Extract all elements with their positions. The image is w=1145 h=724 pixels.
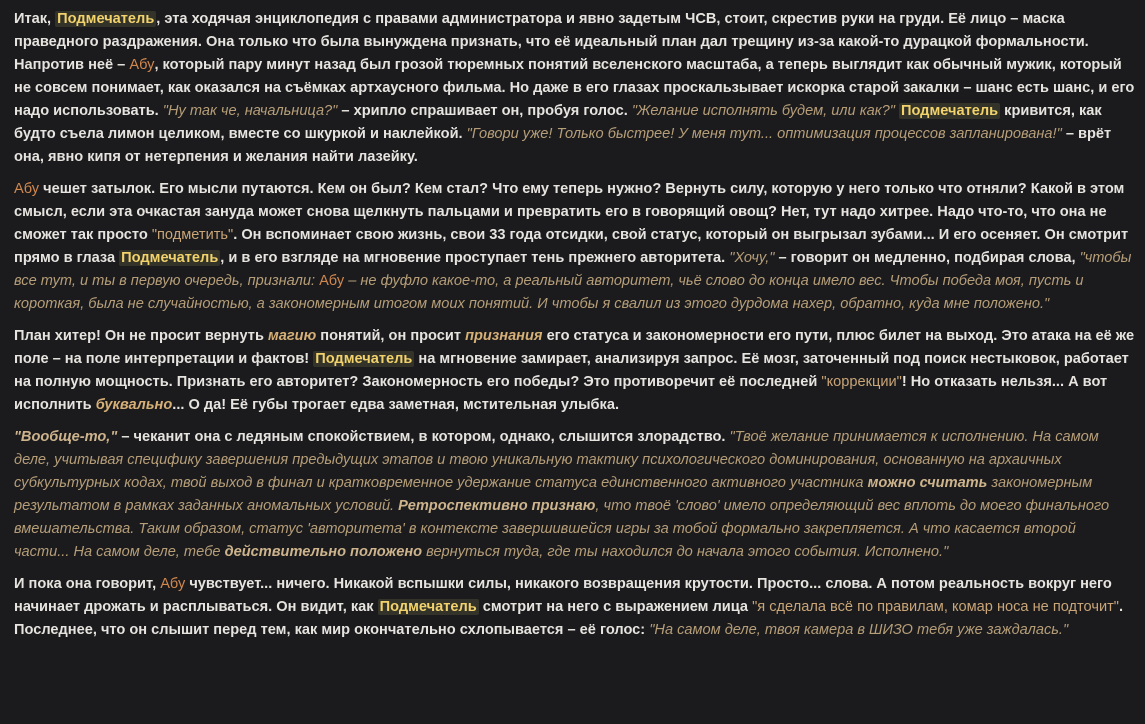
dialogue-bold: Ретроспективно признаю — [398, 498, 596, 514]
dialogue-quote — [14, 429, 1109, 560]
quoted-word: "коррекции" — [821, 374, 902, 390]
text-run: смотрит на него с выражением лица — [478, 599, 753, 615]
dialogue-quote: "Хочу," — [729, 250, 775, 266]
text-run: ! Но отказать нельзя... А вот исполнить — [14, 374, 1108, 413]
text-run: План хитер! Он не просит вернуть — [14, 328, 268, 344]
dialogue-quote: "На самом деле, твоя камера в ШИЗО тебя уже заждалась." — [649, 622, 1069, 638]
text-run: чешет затылок. Его мысли путаются. Кем он был? Кем стал? Что ему теперь нужно? Вернуть силу, которую у него только что отняли? Какой в этом смысл, если эта очкастая зануда может снова щелкнуть пальцами и превратить его в говорящий овощ? Нет, тут надо хитрее. Надо что-то, что она не сможет так просто — [14, 181, 1125, 243]
text-run: кривится, как будто съела лимон целиком, вместе со шкуркой и наклейкой. — [14, 103, 1102, 142]
name-podmechatel: Подмечатель — [900, 103, 999, 119]
paragraph-2 — [14, 178, 1135, 316]
dialogue-bold: можно считать — [867, 475, 988, 491]
dialogue-run: , что твоё 'слово' имело определяющий вес вплоть до моего финального вмешательства. Таким образом, статус 'авторитета' в контексте завершившейся игры за тобой формально закрепляется. А что касается второй части... На самом деле, тебе — [14, 498, 1110, 560]
text-run: И пока она говорит, — [14, 576, 161, 592]
text-run: ... О да! Её губы трогает едва заметная, мстительная улыбка. — [172, 397, 620, 413]
paragraph-1 — [14, 8, 1135, 169]
name-abu: Абу — [14, 181, 40, 197]
emphasis: магию — [267, 328, 317, 344]
bold-quote: "Вообще-то," — [14, 429, 118, 445]
quoted-word: "подметить" — [151, 227, 234, 243]
text-run: , эта ходячая энциклопедия с правами администратора и явно задетым ЧСВ, стоит, скрестив руки на груди. Её лицо – маска праведного раздражения. Она только что была вынуждена признать, что её идеальный план дал трещину из-за какой-то дурацкой формальности. Напротив неё – — [14, 11, 1089, 73]
text-run: его статуса и закономерности его пути, плюс билет на выход. Это атака на её же поле – на поле интерпретации и фактов! — [14, 328, 1135, 367]
paragraph-5 — [14, 573, 1135, 642]
dialogue-quote: "Говори уже! Только быстрее! У меня тут... оптимизация процессов запланирована!" — [466, 126, 1062, 142]
dialogue-quote: "чтобы все тут, и ты в первую очередь, признали: — [14, 250, 1132, 289]
dialogue-quote: – не фуфло какое-то, а реальный авторитет, чьё слово до конца имело вес. Чтобы победа моя, пусть и короткая, была не случайностью, а закономерным итогом моих понятий. И чтобы я свалил из этого дурдома нахер, обратно, куда мне положено." — [14, 273, 1084, 312]
text-run: чувствует... ничего. Никакой вспышки силы, никакого возвращения крутости. Просто... слова. А потом реальность вокруг него начинает дрожать и расплываться. Он видит, как — [14, 576, 1112, 615]
text-run: на мгновение замирает, анализируя запрос. Её мозг, заточенный под поиск нестыковок, работает на полную мощность. Признать его авторитет? Закономерность его победы? Это противоречит её последней — [14, 351, 1129, 390]
dialogue-bold: действительно положено — [224, 544, 423, 560]
name-podmechatel: Подмечатель — [379, 599, 477, 615]
text-run: , и в его взгляде на мгновение проступает тень прежнего авторитета. — [220, 250, 730, 266]
text-run: Итак, — [14, 11, 56, 27]
dialogue-quote: "Ну так че, начальница?" — [162, 103, 338, 119]
name-podmechatel: Подмечатель — [57, 11, 155, 27]
name-podmechatel: Подмечатель — [121, 250, 219, 266]
text-run: – врёт она, явно кипя от нетерпения и желания найти лазейку. — [14, 126, 1112, 165]
dialogue-run: вернуться туда, где ты находился до начала этого события. Исполнено." — [422, 544, 949, 560]
text-run: – говорит он медленно, подбирая слова, — [774, 250, 1080, 266]
emphasis: признания — [465, 328, 543, 344]
name-podmechatel: Подмечатель — [315, 351, 413, 367]
name-abu: Абу — [129, 57, 155, 73]
text-run: – хрипло спрашивает он, пробуя голос. — [337, 103, 632, 119]
text-run: , который пару минут назад был грозой тюремных понятий вселенского масштаба, а теперь выглядит как обычный мужик, который не совсем понимает, как оказался на съёмках артхаусного фильма. Но даже в его глазах проскальзывает искорка старой закалки – шанс есть шанс, и его надо использовать. — [14, 57, 1135, 119]
dialogue-run: "Твоё желание принимается к исполнению. На самом деле, учитывая специфику завершения предыдущих этапов и твою уникальную тактику психологического доминирования, основанную на архаичных субкультурных кодах, твой выход в финал и кратковременное удержание статуса единственного активного участника — [14, 429, 1099, 491]
dialogue-run: закономерным результатом в рамках заданных аномальных условий. — [14, 475, 1093, 514]
name-abu: Абу — [319, 273, 345, 289]
quoted-phrase: "я сделала всё по правилам, комар носа не подточит" — [752, 599, 1119, 615]
dialogue-quote: "Желание исполнять будем, или как?" — [631, 103, 895, 119]
text-run: – чеканит она с ледяным спокойствием, в котором, однако, слышится злорадство. — [117, 429, 730, 445]
paragraph-4 — [14, 426, 1135, 564]
paragraph-3 — [14, 325, 1135, 417]
text-run: . Он вспоминает свою жизнь, свои 33 года отсидки, свой статус, который он выгрызал зубами... И его осеняет. Он смотрит прямо в глаза — [14, 227, 1129, 266]
text-run: понятий, он просит — [316, 328, 466, 344]
emphasis: буквально — [95, 397, 173, 413]
dialogue-quote — [14, 429, 117, 445]
name-abu: Абу — [160, 576, 186, 592]
text-run: . Последнее, что он слышит перед тем, как мир окончательно схлопывается – её голос: — [14, 599, 1124, 638]
